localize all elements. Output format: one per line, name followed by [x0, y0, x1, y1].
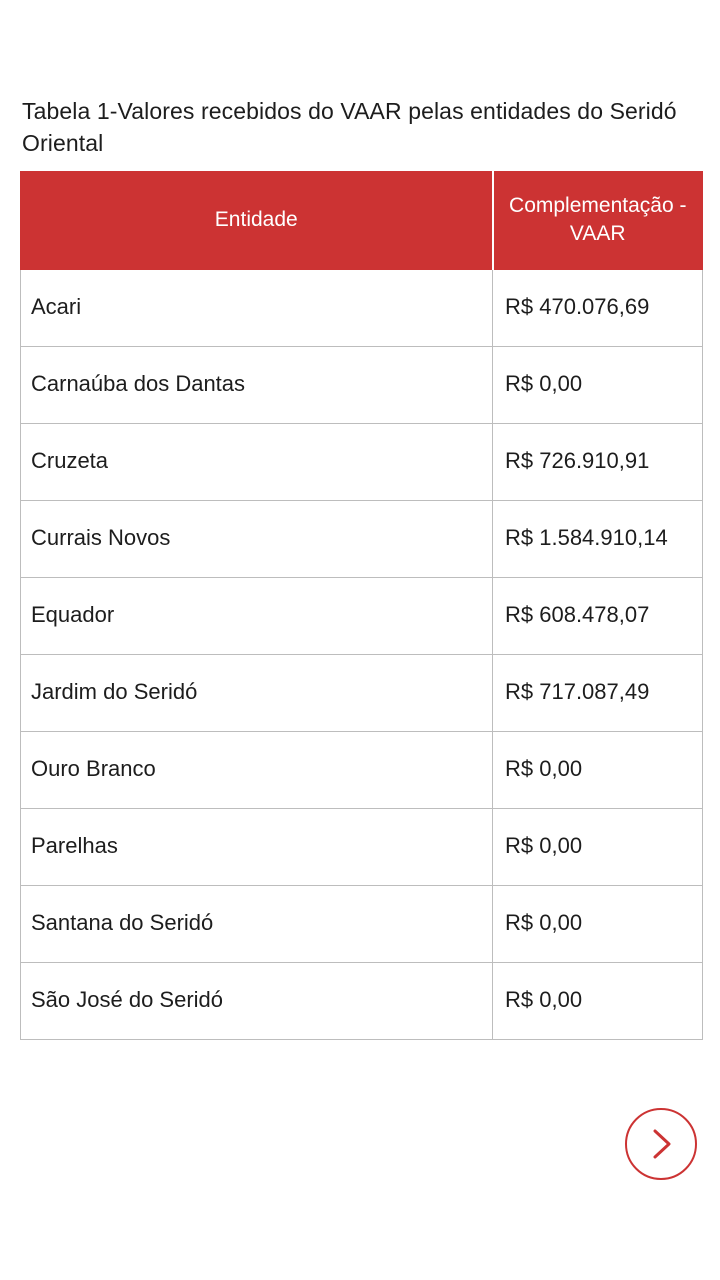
table-row	[21, 346, 703, 423]
cell-entidade: Acari	[21, 269, 493, 346]
cell-entidade: Ouro Branco	[21, 731, 493, 808]
cell-valor: R$ 0,00	[493, 731, 703, 808]
cell-entidade: Santana do Seridó	[21, 885, 493, 962]
next-button[interactable]	[625, 1108, 697, 1180]
cell-valor: R$ 1.584.910,14	[493, 500, 703, 577]
table-row	[21, 654, 703, 731]
cell-valor: R$ 0,00	[493, 346, 703, 423]
cell-entidade: São José do Seridó	[21, 962, 493, 1039]
table-row	[21, 423, 703, 500]
chevron-right-icon	[646, 1127, 676, 1161]
table-row	[21, 962, 703, 1039]
table-row	[21, 269, 703, 346]
table-header	[21, 172, 703, 270]
cell-entidade: Currais Novos	[21, 500, 493, 577]
column-header-entidade: Entidade	[21, 172, 493, 270]
vaar-table	[20, 171, 703, 1040]
cell-entidade: Carnaúba dos Dantas	[21, 346, 493, 423]
cell-entidade: Cruzeta	[21, 423, 493, 500]
cell-valor: R$ 726.910,91	[493, 423, 703, 500]
table-caption: Tabela 1-Valores recebidos do VAAR pelas entidades do Seridó Oriental	[22, 98, 677, 156]
table-container	[20, 171, 702, 1040]
table-header-row	[21, 172, 703, 270]
cell-valor: R$ 0,00	[493, 885, 703, 962]
table-row	[21, 808, 703, 885]
table-row	[21, 577, 703, 654]
column-header-complementacao-vaar: Complementação -VAAR	[493, 172, 703, 270]
table-row	[21, 885, 703, 962]
table-body	[21, 269, 703, 1039]
cell-valor: R$ 0,00	[493, 808, 703, 885]
cell-entidade: Parelhas	[21, 808, 493, 885]
cell-valor: R$ 0,00	[493, 962, 703, 1039]
cell-valor: R$ 717.087,49	[493, 654, 703, 731]
table-row	[21, 731, 703, 808]
table-row	[21, 500, 703, 577]
cell-valor: R$ 608.478,07	[493, 577, 703, 654]
cell-entidade: Jardim do Seridó	[21, 654, 493, 731]
next-page-control[interactable]	[625, 1108, 697, 1180]
cell-entidade: Equador	[21, 577, 493, 654]
cell-valor: R$ 470.076,69	[493, 269, 703, 346]
